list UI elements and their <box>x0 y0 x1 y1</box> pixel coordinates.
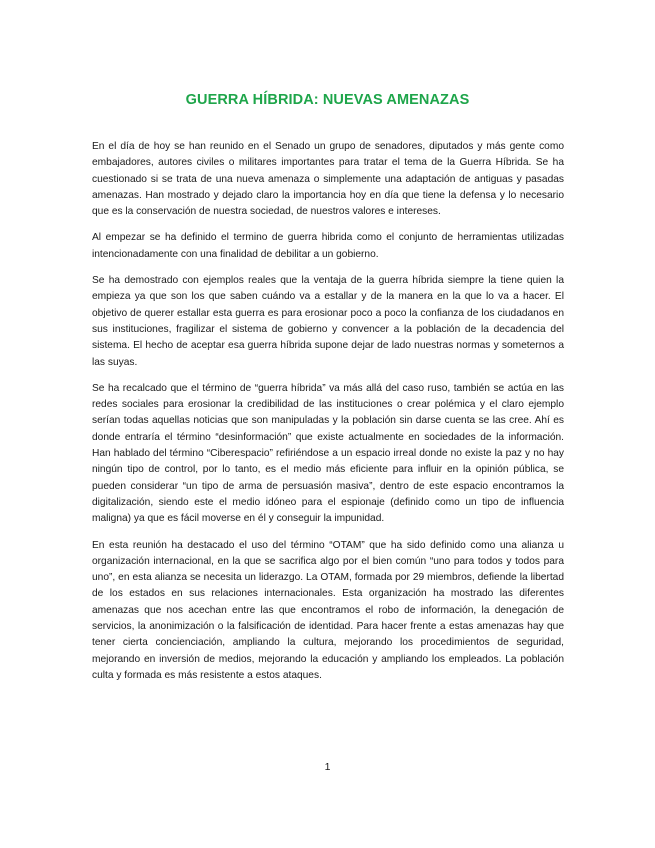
paragraph-2: Al empezar se ha definido el termino de guerra hibrida como el conjunto de herramientas utilizadas intencionadamente con una finalidad de debilitar a un gobierno. <box>92 232 564 260</box>
paragraph-5: En esta reunión ha destacado el uso del término “OTAM” que ha sido definido como una alianza u organización internacional, en la que se sacrifica algo por el bien común “uno para todos y todos para uno”, en esta alianza se necesita un liderazgo. La OTAM, formada por 29 miembros, defiende la libertad de los estados en sus relaciones internacionales. Esta organización ha mostrado las diferentes amenazas que nos acechan entre las que encontramos el robo de información, la denegación de servicios, la anonimización o la falsificación de identidad. Para hacer frente a estas amenazas hay que tener cierta concienciación, ampliando la cultura, mejorando los procedimientos de seguridad, mejorando en inversión de medios, mejorando la educación y ampliando los empleados. La población culta y formada es más resistente a estos ataques. <box>92 539 564 681</box>
document-title: GUERRA HÍBRIDA: NUEVAS AMENAZAS <box>185 92 470 108</box>
page-number: 1 <box>324 761 331 773</box>
document-body <box>92 139 564 694</box>
paragraph-3: Se ha demostrado con ejemplos reales que la ventaja de la guerra híbrida siempre la tiene quien la empieza ya que son los que saben cuándo va a estallar y de la manera en la que lo va a hacer. El objetivo de querer estallar esta guerra es para erosionar poco a poco la confianza de los ciudadanos en sus instituciones, fragilizar el sistema de gobierno y convencer a la población de la decadencia del sistema. El hecho de aceptar esa guerra híbrida supone dejar de lado nuestras normas y someternos a las suyas. <box>92 275 564 368</box>
paragraph-4: Se ha recalcado que el término de “guerra híbrida” va más allá del caso ruso, también se actúa en las redes sociales para erosionar la credibilidad de las instituciones o crear polémica y el claro ejemplo serían todas aquellas noticias que son manipuladas y la población sin darse cuenta se las cree. Ahí es donde entraría el término “desinformación” que existe actualmente en sociedades de la información. Han hablado del término “Ciberespacio” refiriéndose a un espacio irreal donde no existe la paz y no hay ningún tipo de control, por lo tanto, es el medio más eficiente para influir en la opinión pública, se pueden considerar “un tipo de arma de persuasión masiva”, dentro de este espacio encontramos la digitalización, siendo este el medio idóneo para el espionaje (definido como un tipo de influencia maligna) ya que es fácil moverse en él y conseguir la impunidad. <box>92 382 564 525</box>
paragraph-1: En el día de hoy se han reunido en el Senado un grupo de senadores, diputados y más gente como embajadores, autores civiles o militares importantes para tratar el tema de la Guerra Híbrida. Se ha cuestionado si se trata de una nueva amenaza o simplemente una adaptación de antiguas y pasadas amenazas. Han mostrado y dejado claro la importancia hoy en día que tiene la defensa y lo necesario que es la conservación de nuestra sociedad, de nuestros valores e intereses. <box>92 141 564 218</box>
